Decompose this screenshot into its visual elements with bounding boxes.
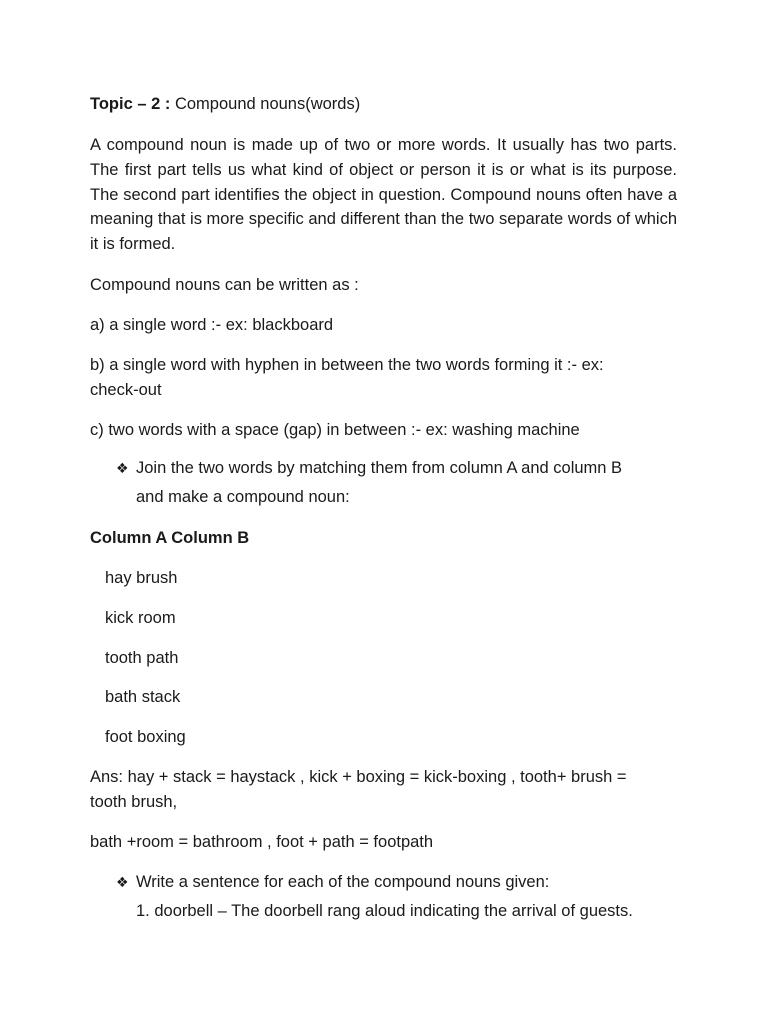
column-pair-item: hay brush	[105, 569, 178, 587]
topic-title: Compound nouns(words)	[170, 95, 361, 113]
written-as-text: Compound nouns can be written as :	[90, 276, 359, 294]
diamond-bullet-icon: ❖	[116, 460, 129, 476]
form-b-line2: check-out	[90, 381, 162, 399]
form-a: a) a single word :- ex: blackboard	[90, 316, 334, 334]
exercise1-bullet-item	[116, 454, 622, 512]
topic-heading	[90, 94, 360, 114]
intro-paragraph: A compound noun is made up of two or more words. It usually has two parts. The first part tells us what kind of object or person it is or what is its purpose. The second part identifies the object in question. Compound nouns often have a meaning that is more specific and different than the two separate words of which it is formed.	[90, 136, 677, 254]
answer-line1: Ans: hay + stack = haystack , kick + boxing = kick-boxing , tooth+ brush =	[90, 768, 627, 786]
exercise1-line2: and make a compound noun:	[136, 488, 350, 506]
column-pair-item: tooth path	[105, 649, 179, 667]
columns-header: Column A Column B	[90, 529, 250, 547]
column-pair-item: bath stack	[105, 688, 181, 706]
column-pair-item: foot boxing	[105, 728, 186, 746]
exercise2-item1: 1. doorbell – The doorbell rang aloud indicating the arrival of guests.	[136, 902, 633, 920]
diamond-bullet-icon: ❖	[116, 874, 129, 890]
column-pair-item: kick room	[105, 609, 176, 627]
exercise2-line1: Write a sentence for each of the compound nouns given:	[136, 873, 550, 891]
answer-line3: bath +room = bathroom , foot + path = footpath	[90, 833, 434, 851]
answer-line2: tooth brush,	[90, 793, 178, 811]
exercise1-line1: Join the two words by matching them from column A and column B	[136, 459, 623, 477]
form-c: c) two words with a space (gap) in between :- ex: washing machine	[90, 421, 580, 439]
exercise2-bullet-item	[116, 872, 549, 892]
form-b-line1: b) a single word with hyphen in between the two words forming it :- ex:	[90, 356, 604, 374]
topic-label: Topic – 2 :	[90, 95, 171, 113]
